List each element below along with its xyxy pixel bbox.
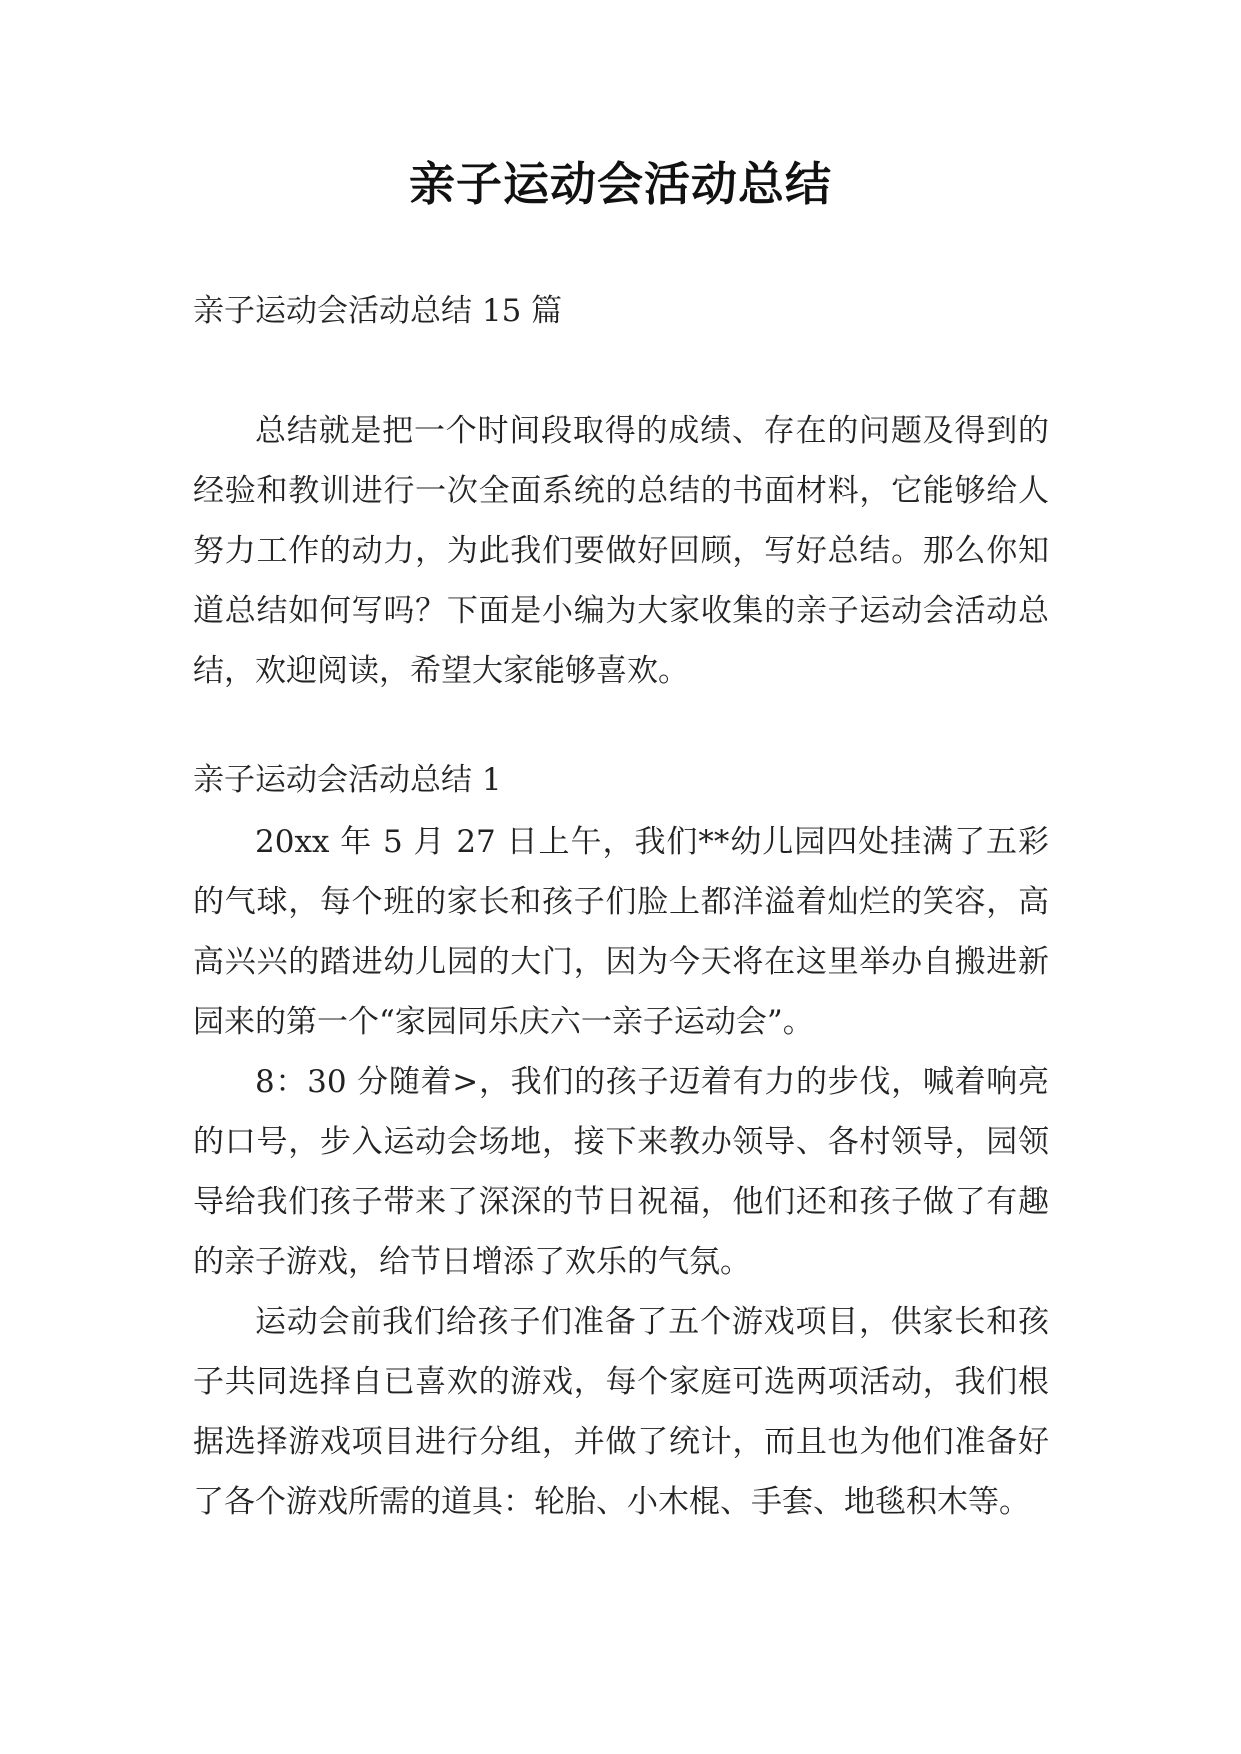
document-title: 亲子运动会活动总结 [409,157,832,211]
section-1-paragraph-2: 8：30 分随着>，我们的孩子迈着有力的步伐，喊着响亮的口号，步入运动会场地，接下来教办领导、各村领导，园领导给我们孩子带来了深深的节日祝福，他们还和孩子做了有趣的亲子游戏，给节日增添了欢乐的气氛。 [193,1064,1049,1280]
section-1-paragraph-1: 20xx 年 5 月 27 日上午，我们**幼儿园四处挂满了五彩的气球，每个班的家长和孩子们脸上都洋溢着灿烂的笑容，高高兴兴的踏进幼儿园的大门，因为今天将在这里举办自搬进新园来的第一个“家园同乐庆六一亲子运动会”。 [193,824,1049,1040]
intro-paragraph: 总结就是把一个时间段取得的成绩、存在的问题及得到的经验和教训进行一次全面系统的总结的书面材料，它能够给人努力工作的动力，为此我们要做好回顾，写好总结。那么你知道总结如何写吗？下面是小编为大家收集的亲子运动会活动总结，欢迎阅读，希望大家能够喜欢。 [193,413,1049,689]
document-subtitle: 亲子运动会活动总结 15 篇 [193,293,563,329]
section-1-paragraph-3: 运动会前我们给孩子们准备了五个游戏项目，供家长和孩子共同选择自已喜欢的游戏，每个家庭可选两项活动，我们根据选择游戏项目进行分组，并做了统计，而且也为他们准备好了各个游戏所需的道具：轮胎、小木棍、手套、地毯积木等。 [193,1304,1049,1520]
section-heading-1: 亲子运动会活动总结 1 [193,762,502,798]
